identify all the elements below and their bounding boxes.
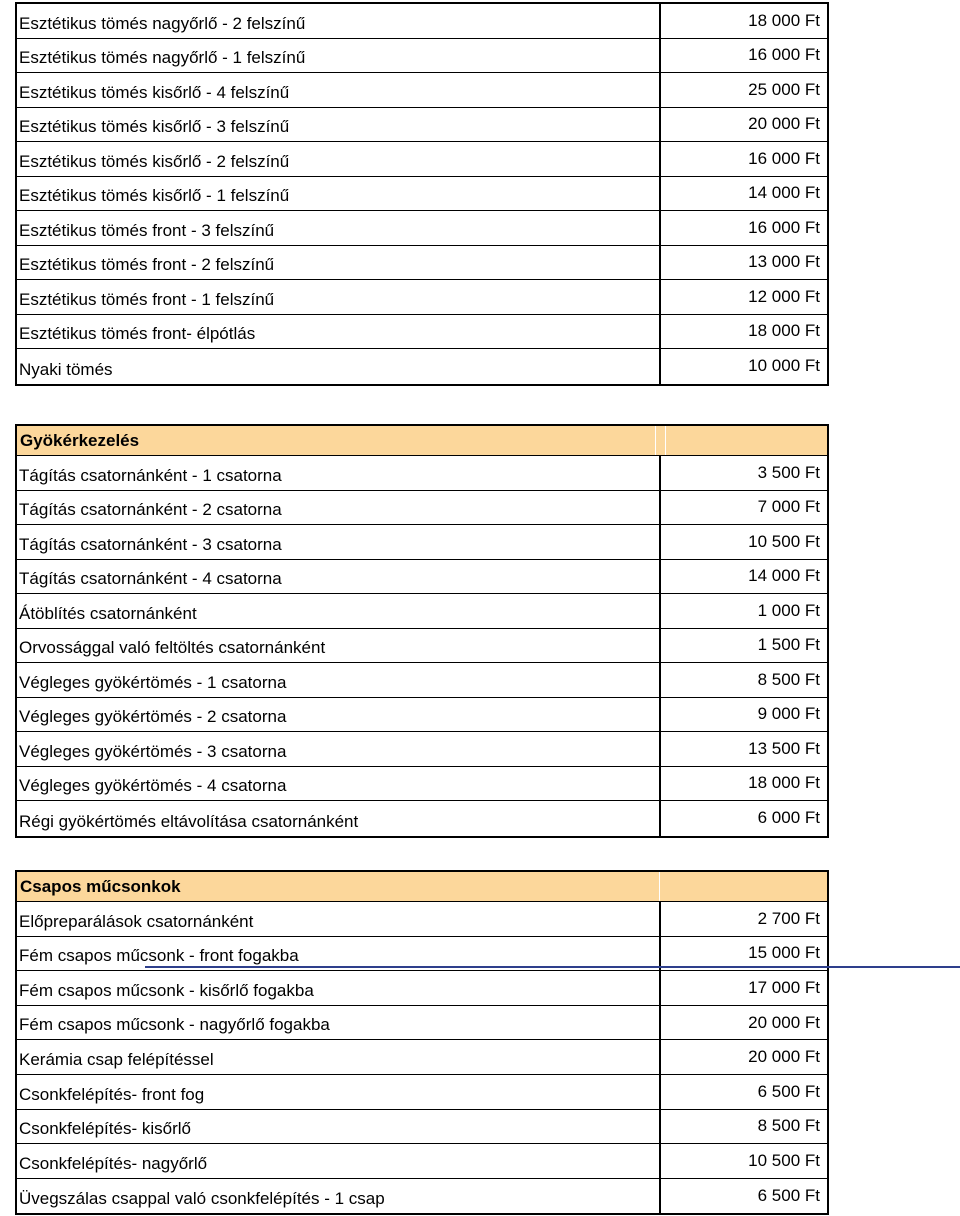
service-price: 3 500 Ft xyxy=(757,462,820,482)
service-name: Esztétikus tömés kisőrlő - 4 felszínű xyxy=(17,73,661,107)
service-price: 20 000 Ft xyxy=(748,1047,820,1067)
table-row xyxy=(17,801,827,836)
service-name: Végleges gyökértömés - 3 csatorna xyxy=(17,732,661,766)
section-title: Gyökérkezelés xyxy=(20,430,140,450)
table-row xyxy=(17,594,827,629)
service-name: Esztétikus tömés kisőrlő - 2 felszínű xyxy=(17,142,661,176)
service-name: Tágítás csatornánként - 2 csatorna xyxy=(17,491,661,525)
service-price: 6 500 Ft xyxy=(757,1186,820,1206)
service-name: Esztétikus tömés front- élpótlás xyxy=(17,315,661,349)
service-name: Orvossággal való feltöltés csatornánként xyxy=(17,629,661,663)
table-row xyxy=(17,560,827,595)
service-price: 1 000 Ft xyxy=(757,600,820,620)
service-price: 14 000 Ft xyxy=(748,183,820,203)
service-price: 1 500 Ft xyxy=(757,635,820,655)
table-row xyxy=(17,4,827,39)
service-name: Esztétikus tömés nagyőrlő - 2 felszínű xyxy=(17,4,661,38)
table-row xyxy=(17,491,827,526)
root-canal-price-table xyxy=(15,424,829,838)
service-name: Fém csapos műcsonk - front fogakba xyxy=(17,937,661,971)
table-row xyxy=(17,108,827,143)
service-price: 17 000 Ft xyxy=(748,977,820,997)
service-price: 13 500 Ft xyxy=(748,738,820,758)
header-divider xyxy=(659,872,660,901)
table-row xyxy=(17,971,827,1006)
service-name: Előpreparálások csatornánként xyxy=(17,902,661,936)
table-row xyxy=(17,246,827,281)
table-row xyxy=(17,1110,827,1145)
table-row xyxy=(17,177,827,212)
table-row xyxy=(17,663,827,698)
fillings-price-table xyxy=(15,2,829,386)
section-header xyxy=(17,872,827,902)
service-price: 16 000 Ft xyxy=(748,45,820,65)
service-price: 7 000 Ft xyxy=(757,497,820,517)
service-name: Átöblítés csatornánként xyxy=(17,594,661,628)
service-price: 10 500 Ft xyxy=(748,531,820,551)
service-name: Tágítás csatornánként - 1 csatorna xyxy=(17,456,661,490)
header-divider xyxy=(665,426,666,455)
service-price: 9 000 Ft xyxy=(757,704,820,724)
decorative-blue-line xyxy=(145,966,960,968)
service-name: Csonkfelépítés- front fog xyxy=(17,1075,661,1109)
table-row xyxy=(17,73,827,108)
service-price: 18 000 Ft xyxy=(748,773,820,793)
table-row xyxy=(17,525,827,560)
service-price: 15 000 Ft xyxy=(748,943,820,963)
service-name: Csonkfelépítés- kisőrlő xyxy=(17,1110,661,1144)
service-price: 10 000 Ft xyxy=(748,356,820,376)
table-row xyxy=(17,1144,827,1179)
post-core-price-table xyxy=(15,870,829,1215)
service-price: 10 500 Ft xyxy=(748,1150,820,1170)
service-price: 20 000 Ft xyxy=(748,1012,820,1032)
table-row xyxy=(17,629,827,664)
service-name: Végleges gyökértömés - 1 csatorna xyxy=(17,663,661,697)
service-price: 2 700 Ft xyxy=(757,908,820,928)
service-name: Végleges gyökértömés - 4 csatorna xyxy=(17,767,661,801)
service-price: 12 000 Ft xyxy=(748,286,820,306)
service-name: Tágítás csatornánként - 3 csatorna xyxy=(17,525,661,559)
table-row xyxy=(17,315,827,350)
table-row xyxy=(17,1179,827,1214)
table-row xyxy=(17,142,827,177)
table-row xyxy=(17,767,827,802)
service-price: 16 000 Ft xyxy=(748,148,820,168)
table-row xyxy=(17,1075,827,1110)
service-name: Kerámia csap felépítéssel xyxy=(17,1040,661,1074)
service-price: 18 000 Ft xyxy=(748,10,820,30)
service-price: 25 000 Ft xyxy=(748,79,820,99)
service-name: Nyaki tömés xyxy=(17,349,661,384)
service-price: 14 000 Ft xyxy=(748,566,820,586)
section-title: Csapos műcsonkok xyxy=(20,876,181,896)
table-row xyxy=(17,349,827,384)
service-price: 6 000 Ft xyxy=(757,808,820,828)
table-row xyxy=(17,456,827,491)
table-row xyxy=(17,1040,827,1075)
table-row xyxy=(17,39,827,74)
service-name: Esztétikus tömés front - 1 felszínű xyxy=(17,280,661,314)
header-divider xyxy=(655,426,656,455)
service-name: Fém csapos műcsonk - nagyőrlő fogakba xyxy=(17,1006,661,1040)
service-price: 13 000 Ft xyxy=(748,252,820,272)
service-name: Fém csapos műcsonk - kisőrlő fogakba xyxy=(17,971,661,1005)
service-name: Esztétikus tömés kisőrlő - 3 felszínű xyxy=(17,108,661,142)
section-header xyxy=(17,426,827,456)
service-price: 6 500 Ft xyxy=(757,1081,820,1101)
service-price: 18 000 Ft xyxy=(748,321,820,341)
table-row xyxy=(17,732,827,767)
service-price: 8 500 Ft xyxy=(757,669,820,689)
service-name: Üvegszálas csappal való csonkfelépítés - 1 csap xyxy=(17,1179,661,1214)
service-price: 16 000 Ft xyxy=(748,217,820,237)
service-name: Esztétikus tömés nagyőrlő - 1 felszínű xyxy=(17,39,661,73)
table-row xyxy=(17,698,827,733)
table-row xyxy=(17,211,827,246)
service-price: 8 500 Ft xyxy=(757,1116,820,1136)
service-name: Esztétikus tömés kisőrlő - 1 felszínű xyxy=(17,177,661,211)
service-price: 20 000 Ft xyxy=(748,114,820,134)
table-row xyxy=(17,1006,827,1041)
service-name: Esztétikus tömés front - 3 felszínű xyxy=(17,211,661,245)
table-row xyxy=(17,280,827,315)
service-name: Tágítás csatornánként - 4 csatorna xyxy=(17,560,661,594)
service-name: Végleges gyökértömés - 2 csatorna xyxy=(17,698,661,732)
service-name: Esztétikus tömés front - 2 felszínű xyxy=(17,246,661,280)
table-row xyxy=(17,902,827,937)
service-name: Csonkfelépítés- nagyőrlő xyxy=(17,1144,661,1178)
service-name: Régi gyökértömés eltávolítása csatornánként xyxy=(17,801,661,836)
